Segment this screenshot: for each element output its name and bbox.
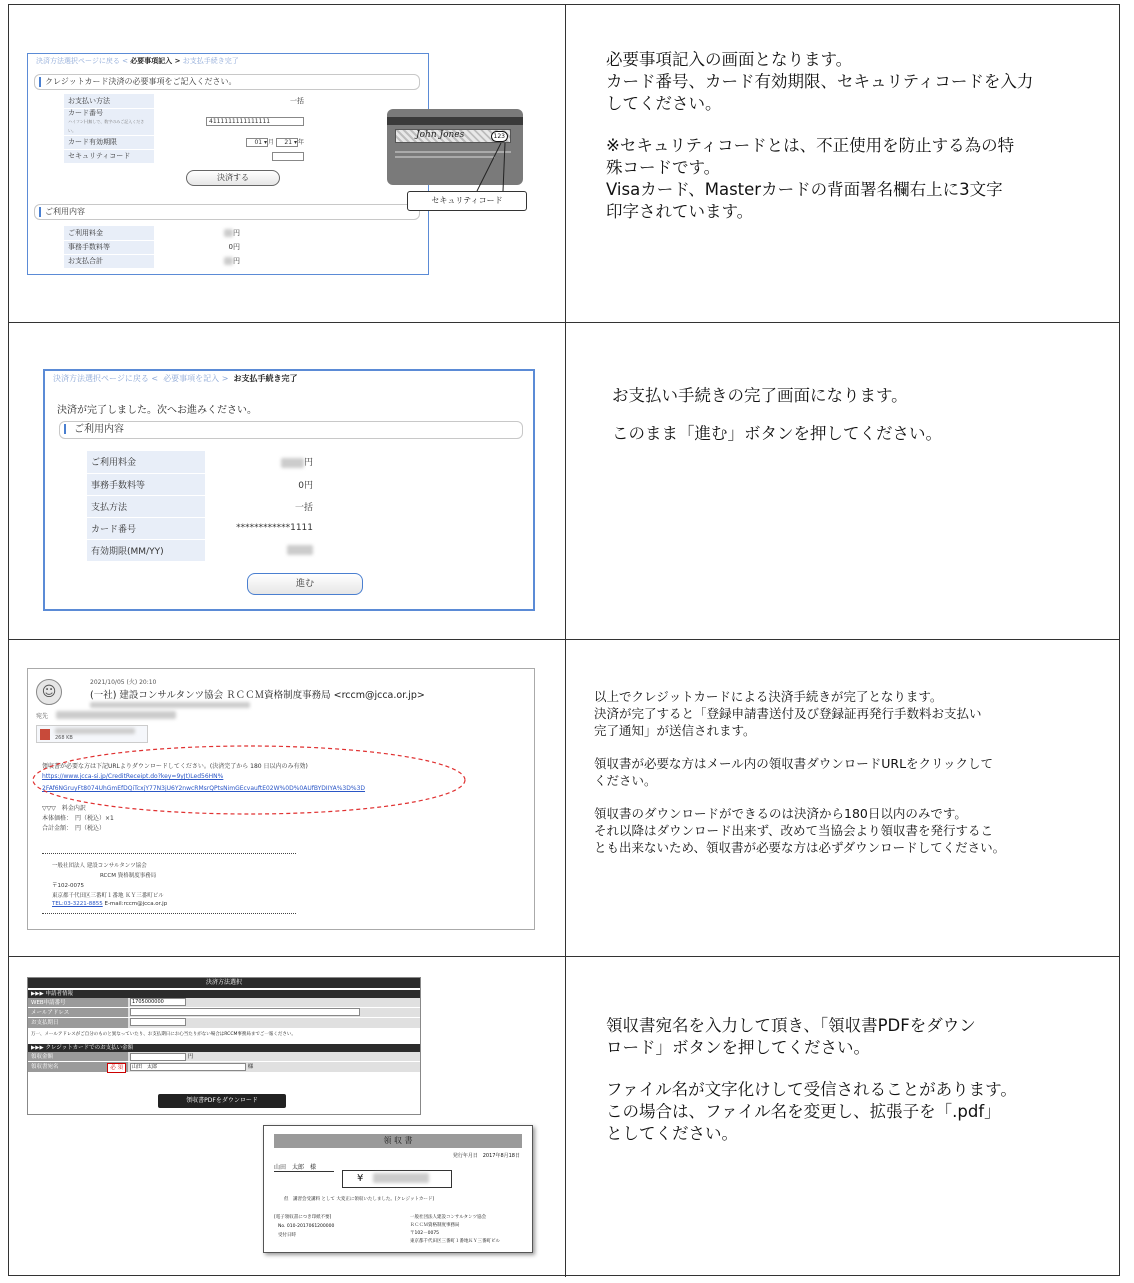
tel-link[interactable]: TEL:03-3221-8855 <box>52 901 103 907</box>
issue-label: 発行年月日 <box>452 1153 478 1159</box>
field-label: お支払い方法 <box>64 94 154 108</box>
attachment-size: 268 KB <box>55 735 73 741</box>
callout-pointer <box>9 5 566 322</box>
summary-label: 有効期限(MM/YY) <box>87 539 205 561</box>
card-number-input[interactable]: 4111111111111111 <box>206 117 304 126</box>
issuer-line: 一般社団法人建設コンサルタンツ協会 <box>410 1215 487 1220</box>
receipt-title: 領 収 書 <box>274 1134 522 1148</box>
summary-value: 一括 <box>205 495 317 517</box>
usage-value: 円 <box>233 257 240 265</box>
field-sub-label: ハイフン(-)無しで、数字のみご記入ください。 <box>68 118 145 133</box>
crumb-current: お支払手続き完了 <box>233 374 298 383</box>
field-label: カード有効期限 <box>64 135 154 149</box>
desc-line: としてください。 <box>606 1124 738 1143</box>
summary-value: 円 <box>303 458 313 469</box>
desc-line: とも出来ないため、領収書が必要な方は必ずダウンロードしてください。 <box>594 840 1006 855</box>
crumb-next: お支払手続き完了 <box>182 57 239 65</box>
row-receipt-download <box>9 957 1119 1277</box>
usage-label: 事務手数料等 <box>64 240 154 254</box>
sig-line: 東京都千代田区三番町１番地 ＫＹ三番町ビル <box>52 893 164 899</box>
usage-heading: ご利用内容 <box>59 421 523 439</box>
row1-description <box>566 5 1119 322</box>
amount-box <box>342 1170 452 1188</box>
receipt-link-2[interactable]: 2FAf6NGruyFt8074UhGmEfDQiTcxjY77N3jU6Y2nwcRMsrQPtsNimGEcvauftE02W%0D%0AUfBYDIIYA%3D%3D <box>42 785 366 792</box>
summary-row <box>87 517 317 539</box>
required-badge: 必 須 <box>107 1063 126 1073</box>
payment-summary-table <box>87 451 317 562</box>
usage-heading: ご利用内容 <box>34 204 420 220</box>
name-unit: 様 <box>247 1064 254 1070</box>
desc-line: それ以降はダウンロード出来ず、改めて当協会より領収書を発行するこ <box>594 823 994 838</box>
sender-avatar: ☺ <box>36 679 62 705</box>
payment-method-form <box>27 977 421 1115</box>
receipt-memo: 但 講習会受講料 として 大変正に領収いたしました。[クレジットカード] <box>284 1197 435 1202</box>
receipt-pay-label: 受付日時 <box>278 1233 296 1238</box>
desc-line: 殊コードです。 <box>606 158 721 177</box>
sig-line: RCCM 資格制度事務局 <box>100 873 157 879</box>
summary-label: 支払方法 <box>87 495 205 517</box>
sig-line: 〒102-0075 <box>52 883 84 889</box>
expiry-year-select[interactable]: 21 ▾ <box>276 138 298 147</box>
row3-screenshot-cell <box>9 640 566 956</box>
field-label: カード番号 <box>68 108 103 117</box>
form-label: お支払期日 <box>28 1018 128 1028</box>
desc-line: ファイル名が文字化けして受信されることがあります。 <box>606 1080 1017 1099</box>
desc-line: 必要事項記入の画面となります。 <box>606 50 853 69</box>
receipt-no-label: No. <box>278 1224 286 1229</box>
form-label: WEB申請番号 <box>28 998 128 1007</box>
summary-row <box>87 473 317 495</box>
usage-value: 円 <box>233 228 240 237</box>
summary-value: ************1111 <box>205 517 317 539</box>
expiry-month-select[interactable]: 01 ▾ <box>246 138 268 147</box>
summary-row <box>87 539 317 561</box>
sig-line: 一般社団法人 建設コンサルタンツ協会 <box>52 863 147 869</box>
yen-sign: ¥ <box>357 1173 364 1184</box>
row1-screenshot-cell <box>9 5 566 322</box>
security-code-callout: セキュリティコード <box>407 191 527 211</box>
mail-date: 2021/10/05 (火) 20:10 <box>90 679 157 686</box>
receipt-addressee: 山田 太郎 様 <box>274 1162 334 1172</box>
section-heading: ▶▶▶ クレジットカードでのお支払い金額 <box>28 1044 420 1052</box>
issuer-line: 東京都千代田区三番町１番地ＫＹ三番町ビル <box>410 1239 500 1244</box>
usage-label: お支払合計 <box>64 254 154 268</box>
row2-description <box>566 323 1119 639</box>
row2-screenshot-cell <box>9 323 566 639</box>
desc-line: カード番号、カード有効期限、セキュリティコードを入力 <box>606 72 1034 91</box>
card-signature: John Jones <box>416 130 465 140</box>
desc-line: 領収書が必要な方はメール内の領収書ダウンロードURLをクリックして <box>594 756 994 771</box>
desc-line: この場合は、ファイル名を変更し、拡張子を「.pdf」 <box>606 1102 1001 1121</box>
form-label: 領収金額 <box>28 1052 128 1061</box>
highlight-ellipse <box>9 640 566 956</box>
row4-description <box>566 957 1119 1277</box>
email-address-field[interactable] <box>130 1008 360 1016</box>
amount-field <box>130 1053 186 1061</box>
summary-label: カード番号 <box>87 517 205 539</box>
desc-line: このまま「進む」ボタンを押してください。 <box>612 424 942 443</box>
total-line: 合計金額： 円（税込） <box>42 825 106 832</box>
price-line: 本体価格： 円（税込）×1 <box>42 815 114 822</box>
item-line: ▽▽▽ 料金内訳 <box>42 805 86 812</box>
payment-complete-screen <box>43 369 535 611</box>
form-title: 決済方法選択 <box>28 978 420 988</box>
form-note: 万一、メールアドレスがご自分のものと異なっていたり、お支払期日にお心当たりがない場合はRCCM事務局までご一報ください。 <box>31 1032 296 1037</box>
desc-line: 印字されています。 <box>606 202 754 221</box>
receipt-no: 010-2017061200000 <box>286 1224 335 1229</box>
mail-to-label: 宛先 <box>36 713 49 720</box>
desc-line: 決済が完了すると「登録申請書送付及び登録証再発行手数料お支払い <box>594 706 982 721</box>
row-card-entry <box>9 5 1119 323</box>
issue-date: 2017年8月18日 <box>482 1153 520 1159</box>
receipt-name-input[interactable]: 山田 太郎 <box>130 1063 246 1071</box>
desc-line: 以上でクレジットカードによる決済手続きが完了となります。 <box>594 689 943 704</box>
desc-line: お支払い手続きの完了画面になります。 <box>612 386 908 405</box>
crumb-back[interactable]: 決済方法選択ページに戻る < <box>53 374 159 383</box>
instruction-table <box>8 4 1120 1276</box>
next-button[interactable]: 進む <box>247 573 363 595</box>
crumb-current: 必要事項記入 > <box>130 57 181 65</box>
desc-line: Visaカード、Masterカードの背面署名欄右上に3文字 <box>606 180 1003 199</box>
section-heading: ▶▶▶ 申請者情報 <box>28 990 420 998</box>
summary-value: 0円 <box>205 473 317 495</box>
amount-unit: 円 <box>187 1054 194 1060</box>
desc-line: ※セキュリティコードとは、不正使用を防止する為の特 <box>606 136 1015 155</box>
desc-line: ください。 <box>594 773 657 788</box>
email-line: E-mail:rccm@jcca.or.jp <box>104 901 168 907</box>
mail-sender: (一社) 建設コンサルタンツ協会 ＲＣＣＭ資格制度事務局 <rccm@jcca.or.jp> <box>90 690 425 701</box>
summary-row <box>87 451 317 473</box>
payment-method-value: 一括 <box>154 94 308 108</box>
receipt-left-heading: [電子領収書につき印紙不要] <box>274 1215 332 1220</box>
field-row: カード有効期限 01 ▾月 21 ▾年 <box>64 135 308 149</box>
desc-line: 領収書のダウンロードができるのは決済から180日以内のみです。 <box>594 806 967 821</box>
receipt-preview <box>263 1125 533 1253</box>
usage-value: 0円 <box>154 240 244 254</box>
field-label: セキュリティコード <box>64 149 154 163</box>
desc-line: 領収書宛名を入力して頂き、「領収書PDFをダウン <box>606 1016 976 1035</box>
row3-description <box>566 640 1119 956</box>
security-code-circle: 123 <box>491 131 508 142</box>
download-receipt-button[interactable]: 領収書PDFをダウンロード <box>158 1094 286 1108</box>
summary-row <box>87 495 317 517</box>
row-payment-complete <box>9 323 1119 640</box>
issuer-line: ＲＣＣＭ資格制度事務局 <box>410 1223 460 1228</box>
crumb-mid: 必要事項を記入 > <box>163 374 229 383</box>
form-label: 領収書宛名 <box>31 1064 59 1070</box>
row-email-receipt <box>9 640 1119 957</box>
submit-payment-button[interactable]: 決済する <box>186 170 280 186</box>
summary-label: ご利用料金 <box>87 451 205 473</box>
form-label: メールアドレス <box>28 1008 128 1017</box>
usage-label: ご利用料金 <box>64 226 154 240</box>
summary-label: 事務手数料等 <box>87 473 205 495</box>
complete-message: 決済が完了しました。次へお進みください。 <box>57 405 257 416</box>
desc-line: 完了通知」が送信されます。 <box>594 723 756 738</box>
crumb-back[interactable]: 決済方法選択ページに戻る < <box>36 57 128 65</box>
web-application-number: 1705000000 <box>130 998 186 1006</box>
issuer-line: 〒102－0075 <box>410 1231 440 1236</box>
form-heading: クレジットカード決済の必要事項をご記入ください。 <box>34 74 420 90</box>
receipt-link-1[interactable]: https://www.jcca-si.jp/CreditReceipt.do?key=9yJt)Led56HN% <box>42 773 224 780</box>
payment-deadline-field <box>130 1018 186 1026</box>
desc-line: ロード」ボタンを押してください。 <box>606 1038 870 1057</box>
row4-screenshot-cell <box>9 957 566 1277</box>
mail-body-line: 領収書が必要な方は下記URLよりダウンロードしてください。(決済完了から 180 日以内のみ有効) <box>42 763 308 770</box>
desc-line: してください。 <box>606 94 722 113</box>
